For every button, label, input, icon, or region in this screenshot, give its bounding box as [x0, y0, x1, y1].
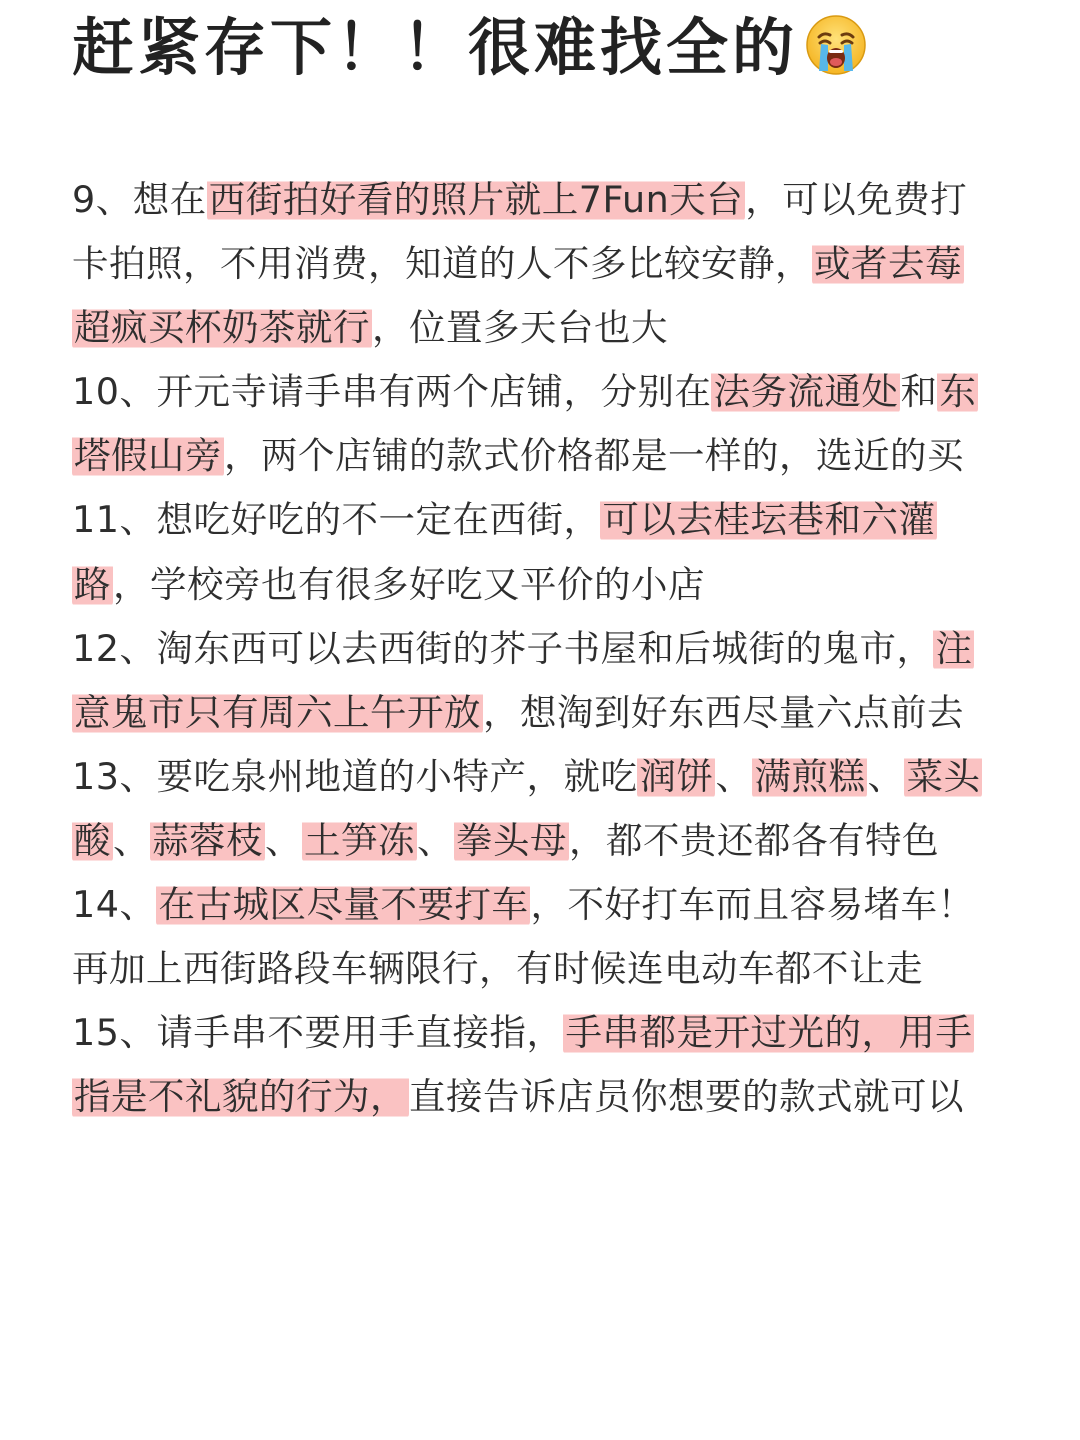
highlighted-text: 或者去莓超疯买杯奶茶就行 [74, 242, 962, 350]
tip-text: 15、请手串不要用手直接指， [72, 1011, 564, 1055]
page-title [72, 8, 868, 96]
highlighted-text: 在古城区尽量不要打车 [158, 883, 529, 927]
tip-text: ，两个店铺的款式价格都是一样的，选近的买 [224, 434, 964, 478]
tip-text: 12、淘东西可以去西街的芥子书屋和后城街的鬼市， [72, 626, 934, 670]
tip-text: ，可以免费打卡拍照，不用消费，知道的人不多比较安静， [72, 178, 968, 286]
tip-text: 、 [265, 818, 302, 862]
tip-text: 和 [900, 370, 938, 414]
highlighted-text: 菜头酸 [74, 754, 981, 862]
highlighted-text: 西街拍好看的照片就上7Fun天台 [208, 178, 744, 221]
highlighted-text: 满煎糕 [754, 754, 866, 798]
tip-item [72, 360, 992, 488]
highlighted-text: 东塔假山旁 [74, 370, 977, 478]
tip-text: 、 [113, 818, 150, 862]
highlighted-text: 土笋冻 [304, 818, 415, 862]
highlighted-text: 注意鬼市只有周六上午开放 [74, 626, 973, 734]
tip-item [72, 745, 992, 873]
tip-item [72, 488, 992, 616]
tip-text: ，位置多天台也大 [372, 306, 668, 350]
tip-text: ，都不贵还都各有特色 [569, 818, 939, 862]
tip-item [72, 873, 992, 1001]
tips-list [72, 168, 992, 1129]
tip-item [72, 1001, 992, 1129]
highlighted-text: 法务流通处 [713, 370, 899, 414]
tip-text: ，想淘到好东西尽量六点前去 [483, 690, 964, 734]
highlighted-text: 润饼 [639, 754, 714, 798]
tip-item [72, 168, 992, 360]
tip-text: 11、想吃好吃的不一定在西街， [72, 498, 601, 542]
highlighted-text: 蒜蓉枝 [152, 818, 263, 862]
tip-text: 14、 [72, 883, 157, 927]
tip-text: 、 [867, 754, 905, 798]
tip-text: 直接告诉店员你想要的款式就可以 [409, 1075, 964, 1119]
highlighted-text: 可以去桂坛巷和六灌路 [74, 498, 936, 606]
highlighted-text: 手串都是开过光的，用手指是不礼貌的行为， [74, 1011, 973, 1119]
tip-text: ，学校旁也有很多好吃又平价的小店 [113, 562, 705, 606]
tip-text: 13、要吃泉州地道的小特产，就吃 [72, 754, 638, 798]
crying-face-emoji-icon [804, 13, 868, 96]
tip-text: 、 [715, 754, 753, 798]
highlighted-text: 拳头母 [456, 818, 567, 862]
page-title-text: 赶紧存下！！很难找全的 [72, 11, 799, 84]
tip-text: 9、想在 [72, 178, 207, 221]
tip-text: 、 [417, 818, 454, 862]
tip-text: 10、开元寺请手串有两个店铺，分别在 [72, 370, 712, 414]
tip-text: ，不好打车而且容易堵车！再加上西街路段车辆限行，有时候连电动车都不让走 [72, 883, 975, 991]
tip-item [72, 617, 992, 745]
